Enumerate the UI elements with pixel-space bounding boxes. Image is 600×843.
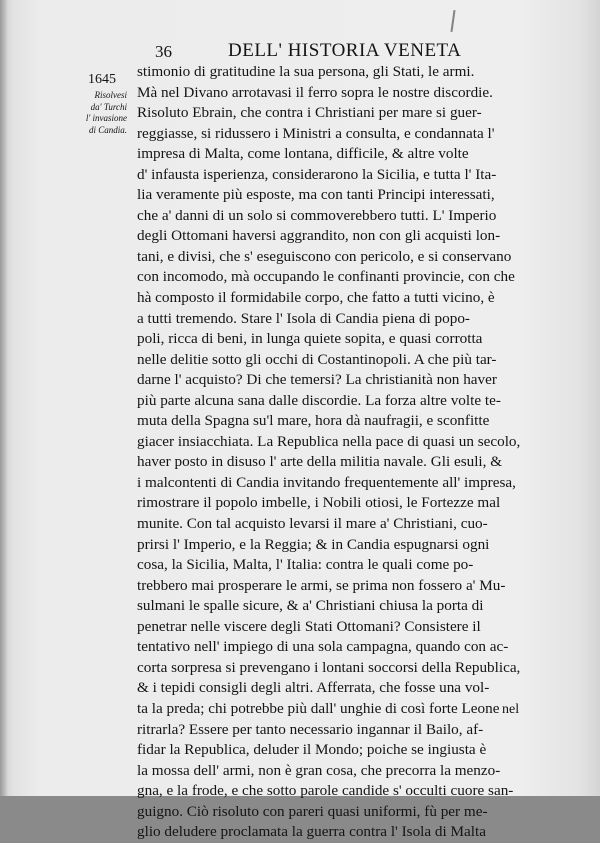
text-line: munite. Con tal acquisto levarsi il mare a' Christiani, cuo- <box>137 515 488 533</box>
text-line: stimonio di gratitudine la sua persona, gli Stati, le armi. <box>137 63 475 80</box>
text-line: tani, e divisi, che s' eseguiscono con pericolo, e si conservano <box>137 247 512 265</box>
text-line: che a' danni di un solo si commoverebbero tutti. L' Imperio <box>137 206 497 224</box>
sidenote-line: da' Turchi <box>90 101 127 112</box>
text-line: corta sorpresa si prevengano i lontani soccorsi della Republica, <box>137 658 521 676</box>
text-line: a tutti tremendo. Stare l' Isola di Candia piena di popo- <box>137 309 470 327</box>
text-line: penetrar nelle viscere degli Stati Ottomani? Consistere il <box>137 617 481 635</box>
text-line: sulmani le spalle sicure, & a' Christiani chiusa la porta di <box>137 597 484 615</box>
running-title: DELL' HISTORIA VENETA <box>228 40 462 61</box>
text-line: glio deludere proclamata la guerra contra l' Isola di Malta <box>137 823 486 841</box>
text-line: i malcontenti di Candia invitando frequentemente all' impresa, <box>137 473 516 491</box>
text-line: ritrarla? Essere per tanto necessario ingannar il Bailo, af- <box>137 720 484 738</box>
text-line: trebbero mai prosperare le armi, se prima non fossero a' Mu- <box>137 576 506 594</box>
text-line: d' infausta isperienza, considerarono la Sicilia, e tutta l' Ita- <box>137 165 497 183</box>
text-line: nelle delitie sotto gli occhi di Costantinopoli. A che più tar- <box>137 350 497 368</box>
text-line: la mossa dell' armi, non è gran cosa, che precorra la menzo- <box>137 761 501 779</box>
text-line: ta la preda; chi potrebbe più dall' unghie di così forte Leone <box>137 699 500 717</box>
text-line: poli, ricca di beni, in lunga quiete sopita, e quasi corrotta <box>137 330 483 348</box>
sidenote-line: Risolvesi <box>94 90 127 100</box>
text-line: più parte alcuna sana dalle discordie. La forza altre volte te- <box>137 391 501 409</box>
text-line: muta della Spagna su'l mare, hora dà naufragii, e sconfitte <box>137 412 490 430</box>
text-line: lia veramente più esposte, ma con tanti Principi interessati, <box>137 186 495 204</box>
text-line: Risoluto Ebrain, che contra i Christiani per mare si guer- <box>137 104 482 122</box>
text-line: giacer insiacchiata. La Republica nella pace di quasi un secolo, <box>137 432 521 450</box>
sidenote-line: di Candia. <box>88 124 127 135</box>
text-line: impresa di Malta, come lontana, difficile, & altre volte <box>137 145 469 163</box>
text-line: hà composto il formidabile corpo, che fatto a tutti vicino, è <box>137 289 495 307</box>
text-line: tentativo nell' impiego di una sola campagna, quando con ac- <box>137 638 509 656</box>
text-line: prirsi l' Imperio, e la Reggia; & in Candia espugnarsi ogni <box>137 535 490 553</box>
text-line: cosa, la Sicilia, Malta, l' Italia: contra le quali come po- <box>137 556 474 574</box>
text-line: fidar la Republica, deluder il Mondo; poiche se ingiusta è <box>137 741 487 759</box>
marginal-sidenote <box>79 90 127 136</box>
text-line: haver posto in disuso l' arte della militia navale. Gli esuli, & <box>137 453 503 471</box>
catchword: nel <box>502 702 520 717</box>
text-line: Mà nel Divano arrotavasi il ferro sopra le nostre discordie. <box>137 83 493 101</box>
text-line: guigno. Ciò risoluto con pareri quasi uniformi, fù per me- <box>137 802 488 820</box>
text-line: reggiasse, si ridussero i Ministri a consulta, e condannata l' <box>137 124 495 142</box>
page-gutter-shadow <box>0 0 8 796</box>
text-line: darne l' acquisto? Di che temersi? La christianità non haver <box>137 371 497 389</box>
text-line: degli Ottomani haversi aggrandito, non con gli acquisti lon- <box>137 227 501 245</box>
text-line: & i tepidi consigli degli altri. Afferrata, che fosse una vol- <box>137 679 490 697</box>
margin-year: 1645 <box>88 72 116 87</box>
text-line: con incomodo, mà occupando le confinanti provincie, con che <box>137 268 515 286</box>
text-line: rimostrare il popolo imbelle, i Nobili otiosi, le Fortezze mal <box>137 494 501 512</box>
page-number: 36 <box>155 42 172 61</box>
body-text <box>137 62 552 843</box>
sidenote-line: l' invasione <box>85 113 127 123</box>
text-line: gna, e la frode, e che sotto parole candide s' occulti cuore san- <box>137 782 514 800</box>
